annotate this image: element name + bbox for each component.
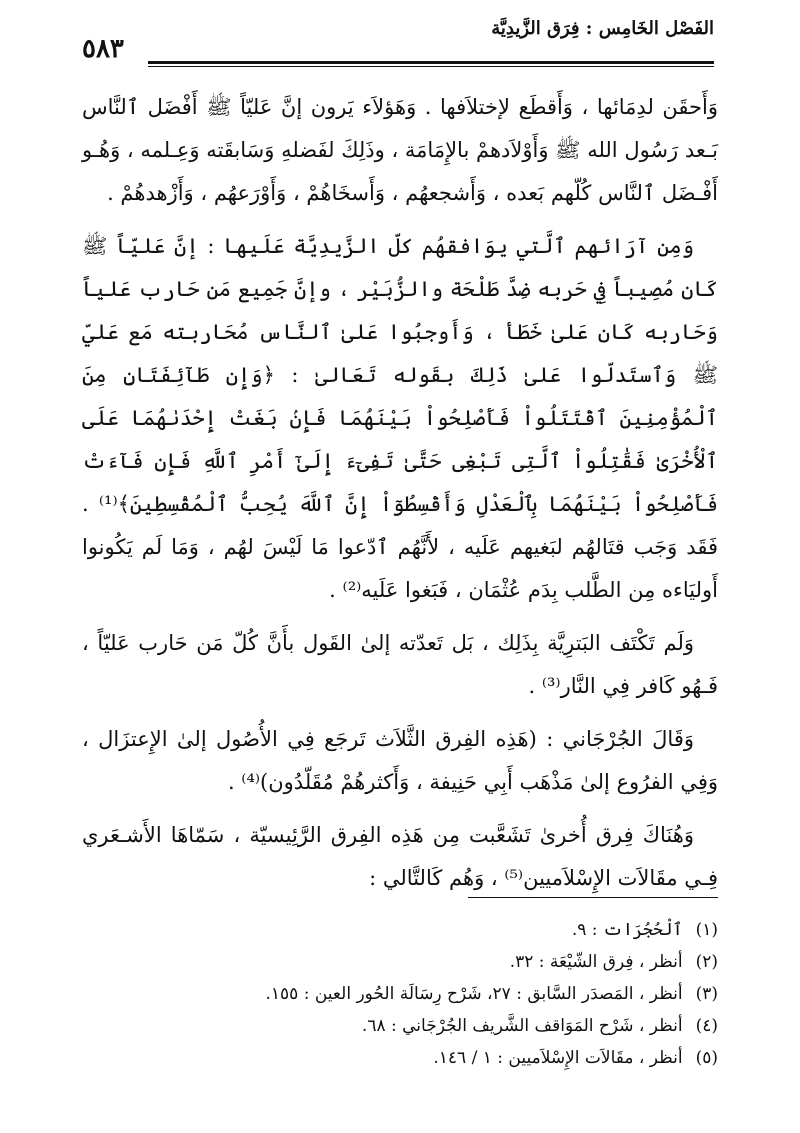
footnote-text: ٱلْحُجُرَات : ٩. <box>571 920 683 940</box>
footnote-number: (٤) <box>695 1016 718 1036</box>
footnote-text: أنظر ، المَصدَر السَّابق : ٢٧، شَرْح رِسَالَة الحُور العين : ١٥٥. <box>265 984 683 1004</box>
paragraph-4: وَقَالَ الجُرْجَاني : (هَذِه الفِرق الثَّلاَث تَرجَع فِي الأُصُول إلىٰ الإِعتزَال ، وَفِي الفرُوع إلىٰ مَذْهَب أَبِي حَنِيفة ، وَأَكثرهُمْ مُقَلّدُون)⁽⁴⁾ . <box>82 727 718 794</box>
page-header <box>82 16 714 64</box>
paragraph-1: وَأَحقَن لدِمَائها ، وَأَقطَع لإختلاَفها . وَهَؤلاَء يَرون إنَّ عَليّاً ﷺ أَفْضَل ٱلنَّاس بَـعد رَسُول الله ﷺ وَأَوْلاَدهمْ بالإِمَامَة ، وذَلِكَ لفَضلهِ وَسَابقَته وَعِـلمه ، وَهُـو أَفْـضَل ٱلنَّاس كُلّهم بَعده ، وَأَشجعهُم ، وَأَسخَاهُمْ ، وَأَوْرَعهُم ، وَأَزْهدهُمْ . <box>82 95 718 205</box>
footnote-3 <box>82 978 718 1010</box>
chapter-title: الفَصْل الخَامِس : فِرَق الزَّيدِيَّة <box>491 18 714 39</box>
page-body <box>82 86 718 910</box>
header-rule <box>148 61 714 67</box>
footnote-rule <box>468 897 718 898</box>
footnote-number: (٥) <box>695 1048 718 1068</box>
footnote-4 <box>82 1010 718 1042</box>
page-number: ٥٨٣ <box>82 34 124 64</box>
footnote-number: (١) <box>695 920 718 940</box>
footnote-number: (٢) <box>695 952 718 972</box>
paragraph-5: وَهُنَاكَ فِرق أُخرىٰ تَشَعَّبت مِن هَذِه الفِرق الرَّئِيسيّة ، سَمّاهَا الأَشـعَري فِـي مقَالاَت الإِسْلاَميين⁽⁵⁾ ، وَهُم كَالتَّالي : <box>82 823 718 890</box>
footnote-number: (٣) <box>695 984 718 1004</box>
footnote-5 <box>82 1042 718 1074</box>
footnote-1 <box>82 914 718 946</box>
footnotes <box>82 914 718 1074</box>
footnote-2 <box>82 946 718 978</box>
footnote-text: أنظر ، شَرْح المَوَاقف الشَّريف الجُرْجَاني : ٦٨. <box>361 1016 683 1036</box>
paragraph-2: وَمِن آرَائهم ٱلَّتي يوَافقهُم كلّ الزَّيدِيَّة عَلَيها : إنَّ عَليّاً ﷺ كَان مُصِيباً فِي حَربه ضِدَّ طَلْحَة والزُّبَيْر ، وإنَّ جَمِيع مَن حَارب عَلياً وَحَاربه كَان عَلىٰ خَطَأ ، وَأَوجبُوا عَلىٰ ٱلنَّاس مُحَاربته مَع عَليّ ﷺ وَٱستَدلّوا عَلىٰ ذَلِكَ بقَوله تَعَالىٰ : ﴿وَإِن طَآئِفَتَانِ مِنَ ٱلْمُؤْمِنِينَ ٱقْتَتَلُواْ فَأَصْلِحُواْ بَيْنَهُمَا فَإِنۢ بَغَتْ إِحْدَىٰهُمَا عَلَى ٱلْأُخْرَىٰ فَقَٰتِلُواْ ٱلَّتِى تَبْغِى حَتَّىٰ تَفِىٓءَ إِلَىٰٓ أَمْرِ ٱللَّهِ فَإِن فَآءَتْ فَأَصْلِحُواْ بَيْنَهُمَا بِٱلْعَدْلِ وَأَقْسِطُوٓاْ إِنَّ ٱللَّهَ يُحِبُّ ٱلْمُقْسِطِينَ﴾⁽¹⁾ . فَقَد وَجَب قتَالهُم لبَغيهم عَلَيه ، لأَنَّهُم ٱدّعوا مَا لَيْسَ لهُم ، وَمَا لَم يَكُونوا أَوليَاءه مِن الطَّلب بِدَم عُثْمَان ، فَبَغوا عَلَيه⁽²⁾ . <box>82 234 718 602</box>
footnote-text: أنظر ، مقَالاَت الإِسْلاَميين : ١ / ١٤٦. <box>433 1048 683 1068</box>
paragraph-3: وَلَم تَكْتَف البَترِيَّة بِذَلِك ، بَل تَعدّته إلىٰ القَول بأَنَّ كُلّ مَن حَارب عَليّاً ، فَـهُو كَافر فِي النَّار⁽³⁾ . <box>82 631 718 698</box>
footnote-text: أنظر ، فِرق الشّيْعَة : ٣٢. <box>509 952 683 972</box>
